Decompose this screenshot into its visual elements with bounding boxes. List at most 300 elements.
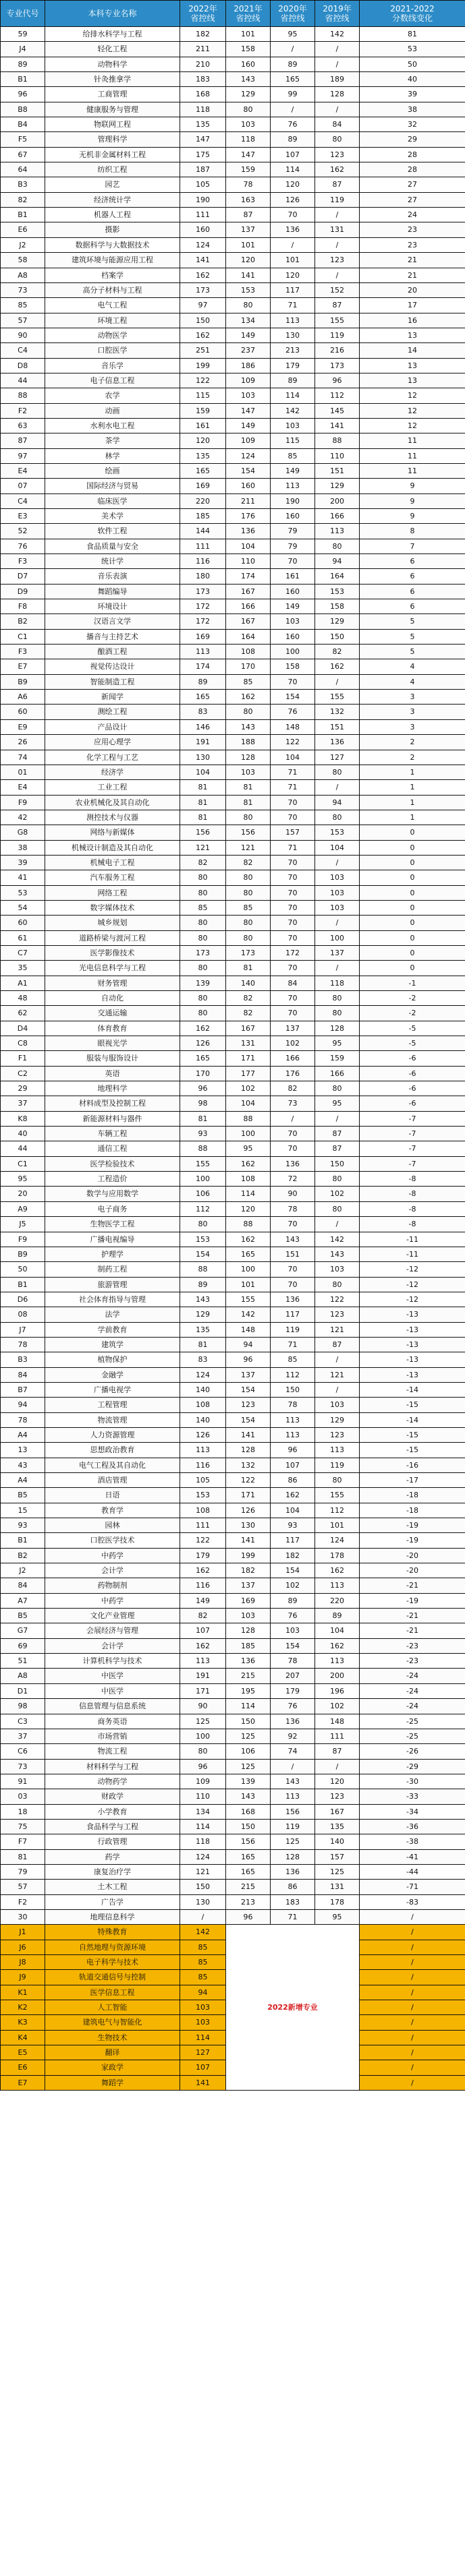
table-row xyxy=(1,509,465,524)
table-row xyxy=(1,117,465,132)
table-cell: 80 xyxy=(180,1744,226,1759)
table-cell: 114 xyxy=(180,2030,226,2045)
table-cell: 道路桥梁与渡河工程 xyxy=(45,930,180,945)
table-cell: 195 xyxy=(226,1683,271,1698)
table-cell: 3 xyxy=(360,690,465,705)
table-cell: 59 xyxy=(1,27,45,42)
table-cell: 182 xyxy=(271,1548,315,1563)
table-row xyxy=(1,1473,465,1488)
table-cell: 175 xyxy=(180,147,226,162)
table-cell: 70 xyxy=(271,930,315,945)
table-cell: 96 xyxy=(271,1443,315,1458)
table-cell: A6 xyxy=(1,690,45,705)
table-cell: 155 xyxy=(315,690,360,705)
table-cell: 159 xyxy=(180,403,226,418)
table-cell: 44 xyxy=(1,1141,45,1156)
table-row xyxy=(1,57,465,71)
table-cell: 80 xyxy=(226,930,271,945)
table-cell: 康复治疗学 xyxy=(45,1864,180,1879)
table-cell: 动物药学 xyxy=(45,1774,180,1789)
table-cell: 176 xyxy=(271,1066,315,1081)
table-cell: 特殊教育 xyxy=(45,1925,180,1940)
table-cell: 131 xyxy=(315,1880,360,1894)
table-cell: 78 xyxy=(1,1337,45,1352)
table-cell: 143 xyxy=(226,1789,271,1804)
table-cell: 121 xyxy=(315,1322,360,1337)
table-cell: E6 xyxy=(1,222,45,237)
table-cell: 150 xyxy=(226,1714,271,1729)
table-cell: 84 xyxy=(271,976,315,990)
table-row xyxy=(1,343,465,358)
table-cell: 111 xyxy=(180,539,226,553)
table-cell: / xyxy=(315,208,360,222)
table-row xyxy=(1,1292,465,1307)
table-cell: 57 xyxy=(1,1880,45,1894)
table-cell: 123 xyxy=(315,147,360,162)
table-cell: 196 xyxy=(315,1683,360,1698)
table-cell: J8 xyxy=(1,1955,45,1970)
table-cell: J7 xyxy=(1,1322,45,1337)
table-cell: 40 xyxy=(1,1127,45,1141)
table-cell: 英语 xyxy=(45,1066,180,1081)
table-cell: 73 xyxy=(1,1759,45,1774)
table-cell: 62 xyxy=(1,1006,45,1021)
table-cell: 03 xyxy=(1,1789,45,1804)
table-cell: 136 xyxy=(271,222,315,237)
table-cell: 103 xyxy=(315,885,360,900)
table-row xyxy=(1,1247,465,1261)
table-cell: 75 xyxy=(1,1819,45,1834)
table-cell: 162 xyxy=(315,162,360,177)
table-cell: 110 xyxy=(315,448,360,463)
table-cell: -38 xyxy=(360,1834,465,1849)
table-cell: 153 xyxy=(180,1232,226,1247)
table-cell: 87 xyxy=(315,298,360,313)
table-cell: 129 xyxy=(315,479,360,493)
table-cell: 80 xyxy=(315,1081,360,1096)
table-cell: 135 xyxy=(180,448,226,463)
table-cell: 网络与新媒体 xyxy=(45,825,180,840)
table-cell: 临床医学 xyxy=(45,493,180,508)
table-cell: 汉语言文学 xyxy=(45,614,180,629)
table-row xyxy=(1,1262,465,1277)
table-cell: -15 xyxy=(360,1443,465,1458)
table-row xyxy=(1,719,465,734)
table-cell: -25 xyxy=(360,1729,465,1743)
table-cell: 82 xyxy=(226,1006,271,1021)
table-body xyxy=(1,27,465,2091)
table-row xyxy=(1,388,465,403)
table-cell: 生物医学工程 xyxy=(45,1217,180,1232)
table-cell: 220 xyxy=(315,1593,360,1608)
table-cell: 125 xyxy=(271,1834,315,1849)
table-row xyxy=(1,930,465,945)
table-cell: 视觉传达设计 xyxy=(45,659,180,674)
table-cell: 85 xyxy=(226,674,271,689)
table-cell: 11 xyxy=(360,433,465,448)
table-cell: 0 xyxy=(360,885,465,900)
table-cell: 70 xyxy=(271,991,315,1006)
table-cell: 76 xyxy=(271,1609,315,1623)
table-cell: F3 xyxy=(1,554,45,569)
table-cell: -7 xyxy=(360,1141,465,1156)
table-cell: 94 xyxy=(315,554,360,569)
table-row xyxy=(1,282,465,297)
table-cell: 123 xyxy=(315,1789,360,1804)
table-cell: 115 xyxy=(180,388,226,403)
table-row xyxy=(1,825,465,840)
table-cell: 113 xyxy=(315,524,360,539)
table-cell: 12 xyxy=(360,403,465,418)
table-cell: 90 xyxy=(1,328,45,342)
table-cell: 162 xyxy=(180,328,226,342)
table-cell: -19 xyxy=(360,1533,465,1548)
table-cell: 162 xyxy=(180,1021,226,1036)
table-cell: 95 xyxy=(226,1141,271,1156)
table-row xyxy=(1,659,465,674)
table-row xyxy=(1,1187,465,1201)
table-cell: / xyxy=(271,237,315,252)
table-row xyxy=(1,1172,465,1187)
table-cell: C1 xyxy=(1,1156,45,1171)
table-cell: -26 xyxy=(360,1744,465,1759)
table-cell: 216 xyxy=(315,343,360,358)
table-cell: 103 xyxy=(315,1398,360,1412)
table-row xyxy=(1,479,465,493)
table-cell: B4 xyxy=(1,117,45,132)
table-cell: 173 xyxy=(180,945,226,960)
table-cell: 80 xyxy=(180,885,226,900)
table-cell: 药学 xyxy=(45,1849,180,1864)
table-cell: 21 xyxy=(360,253,465,268)
table-cell: 119 xyxy=(315,1458,360,1472)
table-cell: -5 xyxy=(360,1036,465,1051)
table-cell: 145 xyxy=(315,403,360,418)
table-cell: 87 xyxy=(1,433,45,448)
table-row xyxy=(1,1909,465,1924)
table-row xyxy=(1,1051,465,1066)
table-cell: / xyxy=(360,1955,465,1970)
table-cell: 9 xyxy=(360,509,465,524)
table-cell: 30 xyxy=(1,1909,45,1924)
table-cell: 6 xyxy=(360,554,465,569)
table-cell: 舞蹈学 xyxy=(45,2075,180,2090)
table-cell: 85 xyxy=(180,1955,226,1970)
table-cell: 家政学 xyxy=(45,2060,180,2075)
table-cell: D6 xyxy=(1,1292,45,1307)
table-cell: / xyxy=(315,42,360,57)
table-cell: D9 xyxy=(1,584,45,599)
table-cell: 88 xyxy=(226,1111,271,1126)
table-cell: 建筑学 xyxy=(45,1337,180,1352)
table-cell: 1 xyxy=(360,780,465,795)
table-cell: K3 xyxy=(1,2015,45,2030)
table-cell: 162 xyxy=(271,1488,315,1503)
table-cell: 人力资源管理 xyxy=(45,1427,180,1442)
table-cell: -18 xyxy=(360,1503,465,1518)
table-cell: 化学工程与工艺 xyxy=(45,750,180,765)
table-cell: 176 xyxy=(226,509,271,524)
table-cell: 126 xyxy=(271,192,315,207)
table-cell: B3 xyxy=(1,177,45,192)
table-cell: 167 xyxy=(226,584,271,599)
table-cell: 215 xyxy=(226,1880,271,1894)
table-cell: A8 xyxy=(1,1669,45,1683)
table-cell: 0 xyxy=(360,945,465,960)
table-cell: 113 xyxy=(271,479,315,493)
table-row xyxy=(1,1774,465,1789)
table-cell: 96 xyxy=(226,1352,271,1367)
table-cell: -6 xyxy=(360,1051,465,1066)
table-cell: 113 xyxy=(180,1654,226,1669)
table-cell: 137 xyxy=(226,1367,271,1382)
table-row xyxy=(1,1111,465,1126)
table-row xyxy=(1,1006,465,1021)
table-cell: 61 xyxy=(1,930,45,945)
table-cell: -13 xyxy=(360,1322,465,1337)
column-header: 2022年 省控线 xyxy=(180,1,226,27)
table-cell: 170 xyxy=(226,659,271,674)
table-cell: / xyxy=(271,1111,315,1126)
table-cell: 16 xyxy=(360,313,465,328)
table-cell: / xyxy=(315,102,360,117)
table-row xyxy=(1,1593,465,1608)
table-cell: 0 xyxy=(360,900,465,915)
table-cell: 音乐学 xyxy=(45,358,180,373)
table-cell: -13 xyxy=(360,1337,465,1352)
table-cell: 舞蹈编导 xyxy=(45,584,180,599)
table-cell: 130 xyxy=(180,750,226,765)
table-cell: 140 xyxy=(226,976,271,990)
table-cell: / xyxy=(360,1925,465,1940)
table-cell: 80 xyxy=(226,885,271,900)
table-cell: 医学信息工程 xyxy=(45,1985,180,2000)
table-cell: 135 xyxy=(315,1819,360,1834)
table-cell: 179 xyxy=(271,358,315,373)
table-cell: C6 xyxy=(1,1744,45,1759)
table-cell: 102 xyxy=(271,1036,315,1051)
table-row xyxy=(1,705,465,719)
table-cell: J6 xyxy=(1,1940,45,1954)
table-cell: 会计学 xyxy=(45,1638,180,1653)
table-cell: -15 xyxy=(360,1427,465,1442)
table-cell: 139 xyxy=(226,1774,271,1789)
table-cell: 103 xyxy=(180,2015,226,2030)
table-cell: 103 xyxy=(226,117,271,132)
table-cell: 81 xyxy=(180,810,226,825)
table-cell: 园艺 xyxy=(45,177,180,192)
table-cell: 123 xyxy=(315,1307,360,1322)
table-cell: C8 xyxy=(1,1036,45,1051)
table-cell: 118 xyxy=(180,102,226,117)
table-cell: 70 xyxy=(271,961,315,976)
table-cell: 78 xyxy=(271,1654,315,1669)
table-cell: 190 xyxy=(180,192,226,207)
table-cell: 122 xyxy=(180,373,226,388)
table-cell: 87 xyxy=(315,177,360,192)
table-row xyxy=(1,147,465,162)
table-cell: 27 xyxy=(360,192,465,207)
table-cell: -13 xyxy=(360,1307,465,1322)
table-cell: 136 xyxy=(271,1292,315,1307)
table-cell: 机器人工程 xyxy=(45,208,180,222)
table-cell: 94 xyxy=(315,795,360,810)
table-cell: C7 xyxy=(1,945,45,960)
table-cell: -6 xyxy=(360,1096,465,1111)
table-cell: 制药工程 xyxy=(45,1262,180,1277)
table-cell: -7 xyxy=(360,1111,465,1126)
table-cell: 186 xyxy=(226,358,271,373)
table-cell: 70 xyxy=(271,855,315,870)
table-cell: -12 xyxy=(360,1262,465,1277)
table-cell: 95 xyxy=(315,1096,360,1111)
table-row xyxy=(1,1533,465,1548)
table-row xyxy=(1,885,465,900)
table-cell: / xyxy=(271,42,315,57)
table-cell: 财政学 xyxy=(45,1789,180,1804)
table-cell: 107 xyxy=(271,1458,315,1472)
table-cell: E4 xyxy=(1,463,45,478)
table-cell: 42 xyxy=(1,810,45,825)
table-cell: 73 xyxy=(271,1096,315,1111)
table-cell: -44 xyxy=(360,1864,465,1879)
table-cell: 100 xyxy=(226,1127,271,1141)
table-cell: 口腔医学 xyxy=(45,343,180,358)
table-cell: 76 xyxy=(271,1699,315,1714)
column-header: 专业代号 xyxy=(1,1,45,27)
table-cell: 5 xyxy=(360,645,465,659)
table-row xyxy=(1,1488,465,1503)
table-cell: 119 xyxy=(271,1322,315,1337)
table-cell: 161 xyxy=(271,569,315,584)
table-row xyxy=(1,1714,465,1729)
table-cell: 电子信息工程 xyxy=(45,373,180,388)
table-cell: B1 xyxy=(1,208,45,222)
table-cell: 服装与服饰设计 xyxy=(45,1051,180,1066)
table-cell: 37 xyxy=(1,1096,45,1111)
table-cell: -29 xyxy=(360,1759,465,1774)
table-cell: 165 xyxy=(180,1051,226,1066)
table-cell: 137 xyxy=(226,222,271,237)
table-cell: 无机非金属材料工程 xyxy=(45,147,180,162)
table-cell: 财务管理 xyxy=(45,976,180,990)
table-row xyxy=(1,599,465,614)
table-cell: -33 xyxy=(360,1789,465,1804)
table-cell: 法学 xyxy=(45,1307,180,1322)
table-cell: B9 xyxy=(1,674,45,689)
table-row xyxy=(1,1729,465,1743)
table-cell: 9 xyxy=(360,493,465,508)
table-cell: 轨道交通信号与控制 xyxy=(45,1970,180,1985)
table-cell: B1 xyxy=(1,72,45,87)
table-cell: 89 xyxy=(271,1593,315,1608)
table-cell: 80 xyxy=(315,539,360,553)
table-cell: 134 xyxy=(226,313,271,328)
table-row xyxy=(1,268,465,282)
table-cell: 169 xyxy=(180,629,226,644)
table-cell: 物流管理 xyxy=(45,1412,180,1427)
table-cell: 80 xyxy=(226,298,271,313)
table-row xyxy=(1,765,465,779)
table-cell: 广播电视编导 xyxy=(45,1232,180,1247)
table-cell: -19 xyxy=(360,1518,465,1533)
table-cell: 100 xyxy=(315,930,360,945)
table-cell: 95 xyxy=(271,27,315,42)
table-cell: 思想政治教育 xyxy=(45,1443,180,1458)
table-cell: 103 xyxy=(271,418,315,433)
table-row xyxy=(1,102,465,117)
table-cell: 81 xyxy=(180,1337,226,1352)
table-cell: 167 xyxy=(226,614,271,629)
table-cell: 35 xyxy=(1,961,45,976)
table-row xyxy=(1,1127,465,1141)
table-cell: 157 xyxy=(315,1849,360,1864)
table-cell: -19 xyxy=(360,1593,465,1608)
table-cell: 128 xyxy=(315,1021,360,1036)
table-cell: 53 xyxy=(1,885,45,900)
table-cell: K8 xyxy=(1,1111,45,1126)
table-cell: 183 xyxy=(180,72,226,87)
table-row xyxy=(1,1322,465,1337)
table-cell: 100 xyxy=(271,645,315,659)
table-row xyxy=(1,614,465,629)
table-cell: 50 xyxy=(360,57,465,71)
table-cell: 85 xyxy=(226,900,271,915)
table-cell: 135 xyxy=(180,117,226,132)
table-cell: 动物科学 xyxy=(45,57,180,71)
table-cell: 01 xyxy=(1,765,45,779)
table-cell: 70 xyxy=(271,1217,315,1232)
table-cell: / xyxy=(315,961,360,976)
table-cell: 12 xyxy=(360,418,465,433)
table-cell: 中医学 xyxy=(45,1683,180,1698)
table-cell: 通信工程 xyxy=(45,1141,180,1156)
table-row xyxy=(1,795,465,810)
table-cell: 122 xyxy=(226,1473,271,1488)
table-row xyxy=(1,961,465,976)
table-cell: 84 xyxy=(1,1367,45,1382)
table-cell: 80 xyxy=(180,1217,226,1232)
table-cell: 155 xyxy=(315,1488,360,1503)
table-row xyxy=(1,1081,465,1096)
table-row xyxy=(1,433,465,448)
table-cell: 125 xyxy=(315,1864,360,1879)
table-cell: E3 xyxy=(1,509,45,524)
table-cell: 101 xyxy=(315,1518,360,1533)
table-cell: 人工智能 xyxy=(45,2000,180,2015)
table-cell: E5 xyxy=(1,2045,45,2060)
table-cell: 71 xyxy=(271,765,315,779)
table-cell: 162 xyxy=(180,268,226,282)
table-cell: -8 xyxy=(360,1217,465,1232)
table-cell: 0 xyxy=(360,916,465,930)
table-cell: 高分子材料与工程 xyxy=(45,282,180,297)
table-cell: 动画 xyxy=(45,403,180,418)
table-cell: 82 xyxy=(180,1609,226,1623)
table-cell: 工业工程 xyxy=(45,780,180,795)
table-cell: 150 xyxy=(226,1819,271,1834)
table-cell: 156 xyxy=(271,1804,315,1819)
table-cell: / xyxy=(360,1940,465,1954)
table-cell: 69 xyxy=(1,1638,45,1653)
table-cell: 108 xyxy=(226,1172,271,1187)
column-header: 2021年 省控线 xyxy=(226,1,271,27)
table-cell: 96 xyxy=(226,1909,271,1924)
table-cell: 132 xyxy=(226,1458,271,1472)
table-cell: 82 xyxy=(226,855,271,870)
table-row xyxy=(1,1096,465,1111)
table-cell: -20 xyxy=(360,1563,465,1578)
